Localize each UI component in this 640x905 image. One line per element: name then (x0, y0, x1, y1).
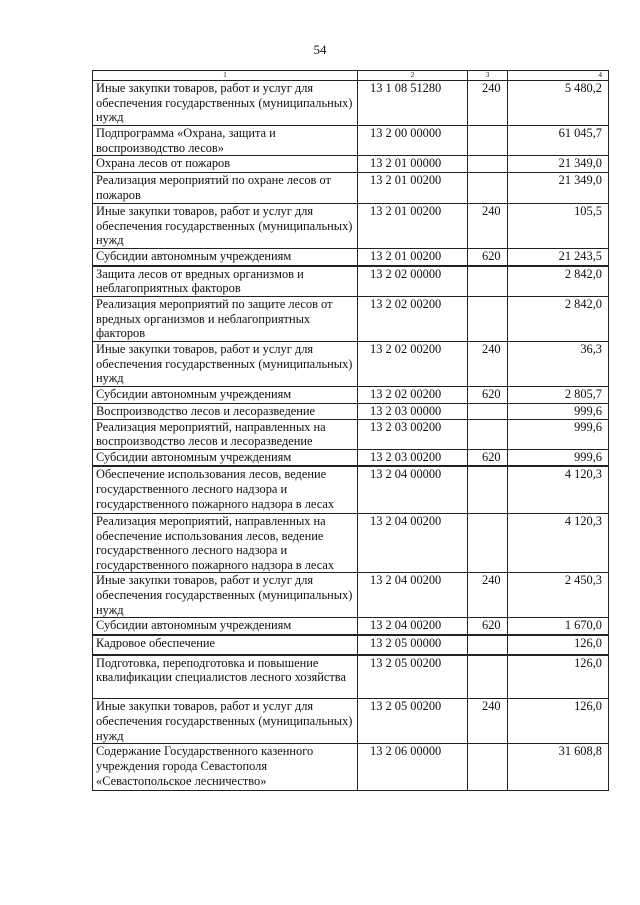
row-code: 13 2 02 00200 (358, 297, 468, 342)
row-amount: 999,6 (508, 449, 609, 466)
row-amount: 36,3 (508, 342, 609, 387)
row-code: 13 2 05 00000 (358, 635, 468, 655)
row-code: 13 2 04 00200 (358, 513, 468, 572)
row-expense-type (468, 635, 508, 655)
table-row (93, 173, 609, 204)
row-name: Реализация мероприятий, направленных на воспроизводство лесов и лесоразведение (93, 419, 358, 449)
table-row (93, 466, 609, 513)
table-row (93, 204, 609, 249)
header-col-2: 2 (358, 71, 468, 81)
row-code: 13 2 01 00200 (358, 173, 468, 204)
row-name: Иные закупки товаров, работ и услуг для обеспечения государственных (муниципальных) нужд (93, 204, 358, 249)
row-code: 13 2 02 00200 (358, 387, 468, 404)
row-code: 13 2 02 00000 (358, 266, 468, 297)
row-amount: 2 842,0 (508, 266, 609, 297)
table-row (93, 404, 609, 420)
table-row (93, 342, 609, 387)
row-amount: 21 349,0 (508, 173, 609, 204)
row-amount: 2 805,7 (508, 387, 609, 404)
row-name: Реализация мероприятий по охране лесов от пожаров (93, 173, 358, 204)
row-amount: 5 480,2 (508, 81, 609, 126)
row-expense-type: 620 (468, 387, 508, 404)
table-row (93, 655, 609, 699)
table-row (93, 449, 609, 466)
header-col-1: 1 (93, 71, 358, 81)
row-expense-type (468, 513, 508, 572)
row-expense-type (468, 156, 508, 173)
row-code: 13 2 02 00200 (358, 342, 468, 387)
row-code: 13 2 04 00200 (358, 573, 468, 618)
row-amount: 105,5 (508, 204, 609, 249)
row-amount: 4 120,3 (508, 513, 609, 572)
table-row (93, 249, 609, 266)
table-row (93, 419, 609, 449)
row-name: Реализация мероприятий, направленных на обеспечение использования лесов, ведение государственного лесного надзора и государственного пожарного надзора в лесах (93, 513, 358, 572)
budget-table (92, 70, 609, 791)
row-amount: 61 045,7 (508, 126, 609, 156)
table-row (93, 156, 609, 173)
row-amount: 21 243,5 (508, 249, 609, 266)
table-row (93, 744, 609, 791)
row-expense-type: 240 (468, 342, 508, 387)
row-name: Подготовка, переподготовка и повышение квалификации специалистов лесного хозяйства (93, 655, 358, 699)
row-amount: 31 608,8 (508, 744, 609, 791)
row-name: Субсидии автономным учреждениям (93, 387, 358, 404)
row-name: Содержание Государственного казенного учреждения города Севастополя «Севастопольское лесничество» (93, 744, 358, 791)
row-expense-type (468, 466, 508, 513)
row-amount: 4 120,3 (508, 466, 609, 513)
row-code: 13 2 01 00200 (358, 204, 468, 249)
table-row (93, 126, 609, 156)
row-expense-type: 240 (468, 81, 508, 126)
row-expense-type (468, 404, 508, 420)
table-row (93, 266, 609, 297)
row-expense-type (468, 419, 508, 449)
row-code: 13 2 03 00000 (358, 404, 468, 420)
row-name: Кадровое обеспечение (93, 635, 358, 655)
row-expense-type (468, 266, 508, 297)
row-expense-type (468, 173, 508, 204)
row-name: Защита лесов от вредных организмов и неблагоприятных факторов (93, 266, 358, 297)
row-name: Субсидии автономным учреждениям (93, 618, 358, 635)
row-name: Подпрограмма «Охрана, защита и воспроизводство лесов» (93, 126, 358, 156)
row-code: 13 2 00 00000 (358, 126, 468, 156)
row-expense-type: 620 (468, 618, 508, 635)
row-amount: 1 670,0 (508, 618, 609, 635)
header-col-3: 3 (468, 71, 508, 81)
table-row (93, 387, 609, 404)
row-code: 13 2 01 00000 (358, 156, 468, 173)
row-expense-type: 240 (468, 204, 508, 249)
row-amount: 126,0 (508, 699, 609, 744)
table-header-row (93, 71, 609, 81)
row-expense-type: 240 (468, 699, 508, 744)
table-row (93, 297, 609, 342)
table-row (93, 699, 609, 744)
row-code: 13 2 01 00200 (358, 249, 468, 266)
row-amount: 999,6 (508, 419, 609, 449)
row-name: Воспроизводство лесов и лесоразведение (93, 404, 358, 420)
row-name: Иные закупки товаров, работ и услуг для обеспечения государственных (муниципальных) нужд (93, 81, 358, 126)
row-amount: 126,0 (508, 655, 609, 699)
row-name: Реализация мероприятий по защите лесов от вредных организмов и неблагоприятных факторов (93, 297, 358, 342)
row-code: 13 2 04 00000 (358, 466, 468, 513)
row-amount: 126,0 (508, 635, 609, 655)
row-expense-type: 620 (468, 449, 508, 466)
row-name: Обеспечение использования лесов, ведение государственного лесного надзора и государственного пожарного надзора в лесах (93, 466, 358, 513)
row-amount: 2 450,3 (508, 573, 609, 618)
table-row (93, 635, 609, 655)
row-code: 13 2 03 00200 (358, 419, 468, 449)
table-row (93, 513, 609, 572)
row-expense-type (468, 744, 508, 791)
row-name: Иные закупки товаров, работ и услуг для обеспечения государственных (муниципальных) нужд (93, 342, 358, 387)
row-amount: 999,6 (508, 404, 609, 420)
row-code: 13 2 03 00200 (358, 449, 468, 466)
row-code: 13 2 05 00200 (358, 655, 468, 699)
row-code: 13 1 08 51280 (358, 81, 468, 126)
row-amount: 21 349,0 (508, 156, 609, 173)
row-amount: 2 842,0 (508, 297, 609, 342)
row-expense-type: 620 (468, 249, 508, 266)
row-name: Иные закупки товаров, работ и услуг для обеспечения государственных (муниципальных) нужд (93, 699, 358, 744)
table-row (93, 573, 609, 618)
row-code: 13 2 06 00000 (358, 744, 468, 791)
row-expense-type (468, 297, 508, 342)
table-row (93, 81, 609, 126)
row-expense-type: 240 (468, 573, 508, 618)
row-name: Субсидии автономным учреждениям (93, 249, 358, 266)
row-expense-type (468, 126, 508, 156)
table-row (93, 618, 609, 635)
row-name: Охрана лесов от пожаров (93, 156, 358, 173)
row-expense-type (468, 655, 508, 699)
header-col-4: 4 (508, 71, 609, 81)
row-name: Субсидии автономным учреждениям (93, 449, 358, 466)
page-number: 54 (313, 42, 327, 57)
row-name: Иные закупки товаров, работ и услуг для обеспечения государственных (муниципальных) нужд (93, 573, 358, 618)
row-code: 13 2 05 00200 (358, 699, 468, 744)
row-code: 13 2 04 00200 (358, 618, 468, 635)
